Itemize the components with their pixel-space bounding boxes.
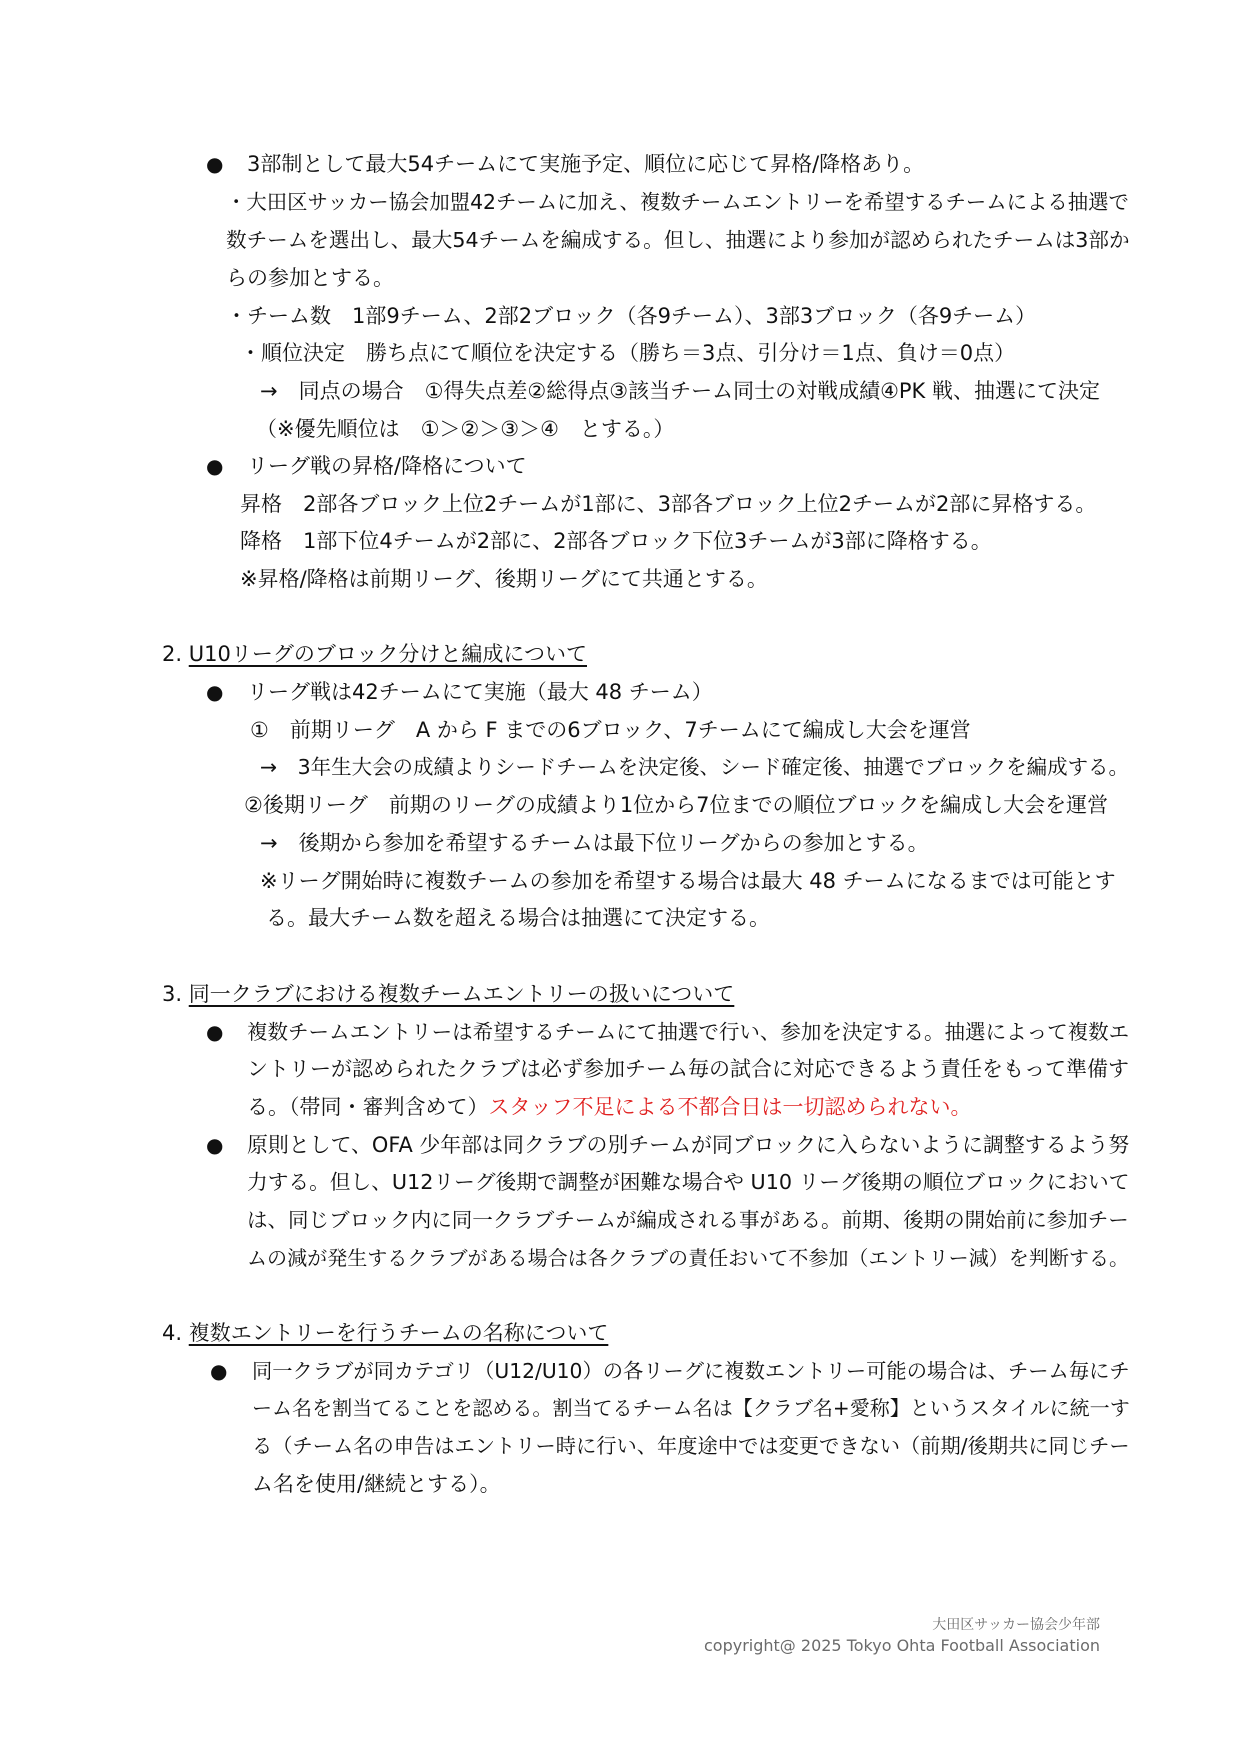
section1-line: → 同点の場合 ①得失点差②総得点③該当チーム同士の対戦成績④PK 戦、抽選にて決定 bbox=[260, 379, 1101, 403]
section2-line: る。最大チーム数を超える場合は抽選にて決定する。 bbox=[266, 906, 770, 930]
section2-bullet-text: リーグ戦は42チームにて実施（最大 48 チーム） bbox=[247, 680, 713, 704]
section3-line: 複数チームエントリーは希望するチームにて抽選で行い、参加を決定する。抽選によって複数エ bbox=[247, 1020, 1130, 1044]
bullet-icon: ● bbox=[206, 1133, 224, 1157]
footer-copyright: copyright@ 2025 Tokyo Ohta Football Association bbox=[704, 1636, 1100, 1655]
section1-line: ・大田区サッカー協会加盟42チームに加え、複数チームエントリーを希望するチームによる抽選で bbox=[226, 190, 1129, 214]
section2-line: ※リーグ開始時に複数チームの参加を希望する場合は最大 48 チームになるまでは可能とす bbox=[260, 869, 1116, 893]
section3-title: 同一クラブにおける複数チームエントリーの扱いについて bbox=[188, 982, 735, 1006]
section4-number: 4. bbox=[162, 1321, 183, 1345]
section1-line: （※優先順位は ①＞②＞③＞④ とする。） bbox=[256, 417, 675, 441]
section2-line: ① 前期リーグ A から F までの6ブロック、7チームにて編成し大会を運営 bbox=[250, 718, 971, 742]
section2-line: → 3年生大会の成績よりシードチームを決定後、シード確定後、抽選でブロックを編成する。 bbox=[260, 755, 1129, 779]
section3-line: ントリーが認められたクラブは必ず参加チーム毎の試合に対応できるよう責任をもって準備す bbox=[247, 1057, 1129, 1081]
section4-heading bbox=[162, 1319, 608, 1347]
bullet-icon: ● bbox=[206, 680, 224, 704]
section4-line: ーム名を割当てることを認める。割当てるチーム名は【クラブ名+愛称】というスタイルに統一す bbox=[252, 1396, 1130, 1420]
section2-heading bbox=[162, 640, 587, 668]
section3-line: 力する。但し、U12リーグ後期で調整が困難な場合や U10 リーグ後期の順位ブロックにおいて bbox=[247, 1170, 1130, 1194]
section1-line: 降格 1部下位4チームが2部に、2部各ブロック下位3チームが3部に降格する。 bbox=[240, 529, 992, 553]
section4-line: る（チーム名の申告はエントリー時に行い、年度途中では変更できない（前期/後期共に同じチー bbox=[252, 1434, 1130, 1458]
section4-line: 同一クラブが同カテゴリ（U12/U10）の各リーグに複数エントリー可能の場合は、チーム毎にチ bbox=[252, 1359, 1130, 1383]
section3-line: 原則として、OFA 少年部は同クラブの別チームが同ブロックに入らないように調整するよう努 bbox=[247, 1133, 1130, 1157]
section3-line: は、同じブロック内に同一クラブチームが編成される事がある。前期、後期の開始前に参加チー bbox=[247, 1208, 1129, 1232]
footer-organization: 大田区サッカー協会少年部 bbox=[932, 1617, 1100, 1633]
section1-line: 数チームを選出し、最大54チームを編成する。但し、抽選により参加が認められたチームは3部か bbox=[226, 228, 1130, 252]
section1-line: ・チーム数 1部9チーム、2部2ブロック（各9チーム）、3部3ブロック（各9チーム） bbox=[226, 304, 1037, 328]
section1-bullet-heading: リーグ戦の昇格/降格について bbox=[247, 454, 527, 478]
section3-heading bbox=[162, 980, 734, 1008]
section2-line: → 後期から参加を希望するチームは最下位リーグからの参加とする。 bbox=[260, 831, 929, 855]
section3-note: る。（帯同・審判含めて） bbox=[247, 1095, 489, 1119]
section2-number: 2. bbox=[162, 642, 183, 666]
bullet-icon: ● bbox=[206, 1020, 224, 1044]
section4-line: ム名を使用/継続とする）。 bbox=[252, 1472, 501, 1496]
section1-line: ・順位決定 勝ち点にて順位を決定する（勝ち＝3点、引分け＝1点、負け＝0点） bbox=[240, 341, 1016, 365]
section4-title: 複数エントリーを行うチームの名称について bbox=[188, 1321, 609, 1345]
section1-line: 昇格 2部各ブロック上位2チームが1部に、3部各ブロック上位2チームが2部に昇格する。 bbox=[240, 492, 1097, 516]
section1-line: ※昇格/降格は前期リーグ、後期リーグにて共通とする。 bbox=[240, 567, 768, 591]
bullet-icon: ● bbox=[210, 1359, 228, 1383]
section3-warning: スタッフ不足による不都合日は一切認められない。 bbox=[488, 1095, 972, 1119]
section3-number: 3. bbox=[162, 982, 183, 1006]
section3-line bbox=[247, 1093, 972, 1121]
section1-line: らの参加とする。 bbox=[226, 266, 394, 290]
section2-title: U10リーグのブロック分けと編成について bbox=[188, 642, 587, 666]
section3-line: ムの減が発生するクラブがある場合は各クラブの責任おいて不参加（エントリー減）を判断する。 bbox=[247, 1246, 1130, 1270]
section2-line: ②後期リーグ 前期のリーグの成績より1位から7位までの順位ブロックを編成し大会を運営 bbox=[244, 793, 1109, 817]
bullet-icon: ● bbox=[206, 152, 224, 176]
bullet-icon: ● bbox=[206, 454, 224, 478]
section1-bullet-heading: 3部制として最大54チームにて実施予定、順位に応じて昇格/降格あり。 bbox=[247, 152, 925, 176]
